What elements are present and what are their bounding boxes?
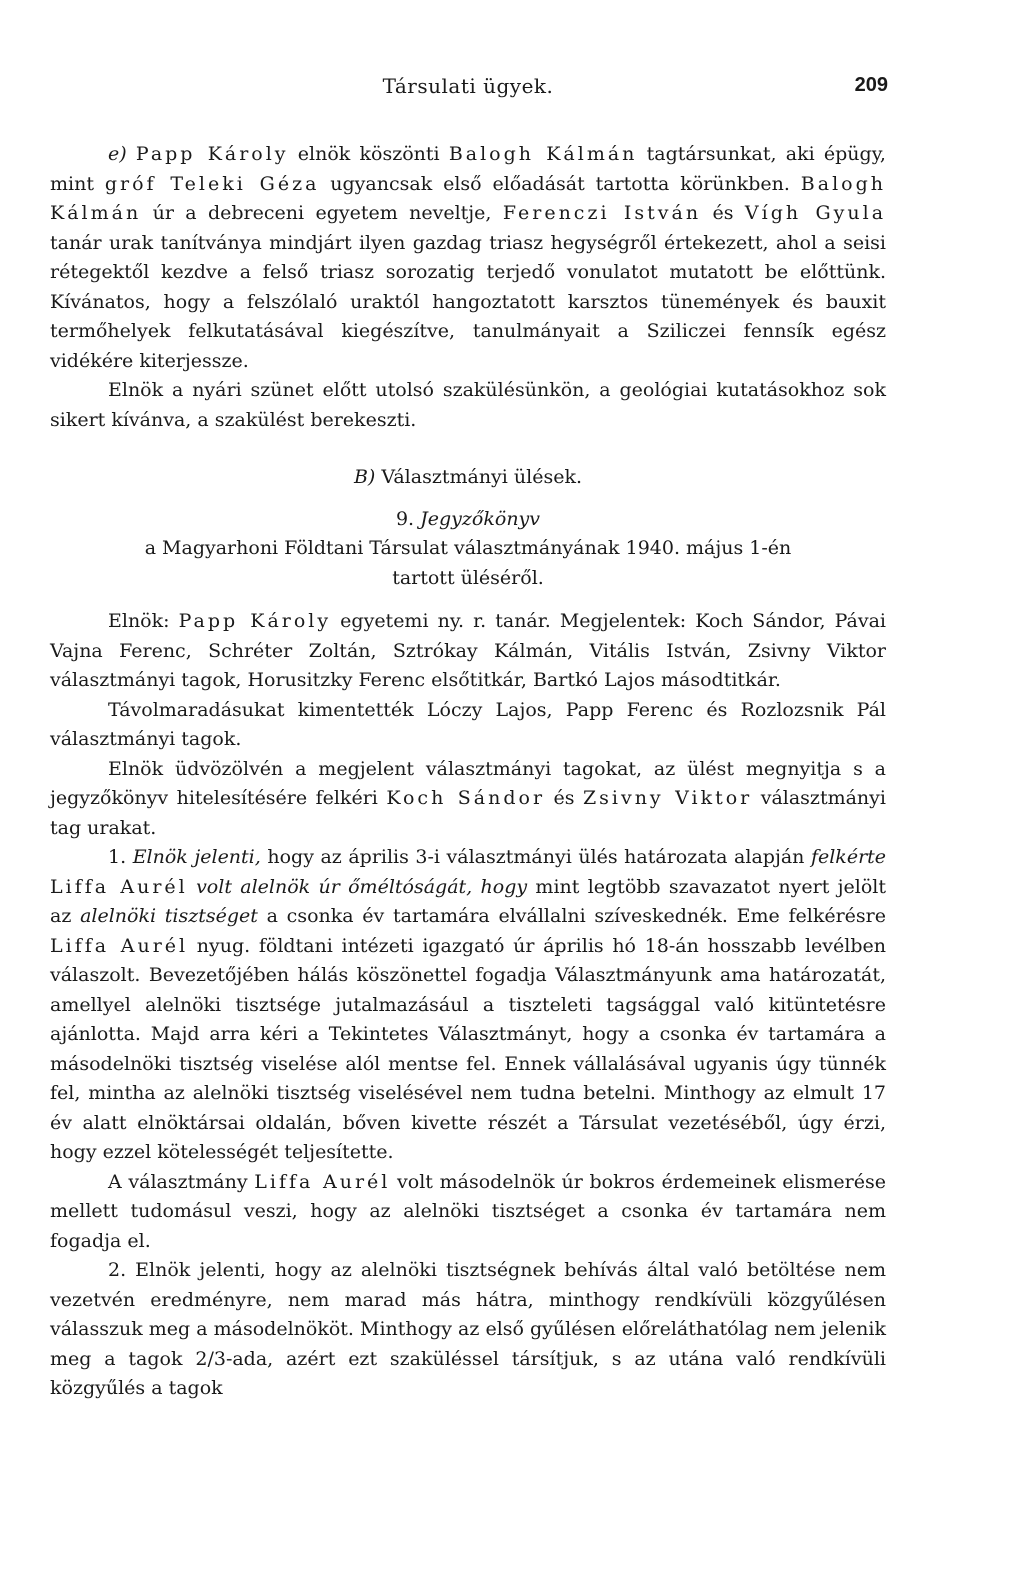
person-name: Balogh Kálmán	[50, 172, 886, 224]
minutes-title: Jegyzőkönyv	[420, 507, 541, 530]
running-title: Társulati ügyek.	[382, 74, 554, 98]
minutes-heading	[50, 505, 886, 535]
person-name: Koch Sándor	[386, 787, 546, 809]
section-label: B)	[353, 466, 376, 488]
person-name: Liffa Aurél	[254, 1170, 391, 1193]
person-name: gróf Teleki Géza	[104, 172, 320, 195]
person-name: Balogh Kálmán	[448, 143, 638, 165]
section-title: Választmányi ülések.	[381, 466, 583, 488]
item-label: e)	[108, 143, 127, 165]
person-name: Zsivny Viktor	[582, 787, 753, 809]
minutes-number: 9.	[395, 507, 415, 530]
page-number: 209	[854, 74, 888, 96]
item-1-paragraph: 1. Elnök jelenti, hogy az április 3-i választmányi ülés határozata alapján felkérte Liffa Aurél volt alelnök úr őméltóságát, hogy mint legtöbb szavazatot nyert jelölt az alelnöki tisztséget a csonka év tartamára elvállalni szíveskednék. Eme felkérésre Liffa Aurél nyug. földtani intézeti igazgató úr április hó 18-án hosszabb levélben válaszolt. Bevezetőjében hálás köszönettel fogadja Választmányunk ama határozatát, amellyel alelnöki tisztsége jutalmazásául a tiszteleti tagsággal való kitüntetésre ajánlotta. Majd arra kéri a Tekintetes Választmányt, hogy a csonka év tartamára a másodelnöki tisztség viselése alól mentse fel. Ennek vállalásával ugyanis úgy tünnék fel, mintha az alelnöki tisztség viselésével nem tudna betelni. Minthogy az elmult 17 év alatt elnöktársai oldalán, bőven kivette részét a Társulat vezetéséből, úgy érzi, hogy ezzel kötelességét teljesítette.	[50, 846, 887, 1163]
closing-paragraph: Elnök a nyári szünet előtt utolsó szakülésünkön, a geológiai kutatásokhoz sok sikert kívánva, a szakülést berekeszti.	[50, 379, 886, 431]
person-name: Vígh Gyula	[744, 202, 887, 224]
item-2-paragraph: 2. Elnök jelenti, hogy az alelnöki tisztségnek behívás által való betöltése nem vezetvén eredményre, nem marad más hátra, minthogy rendkívüli közgyűlésen válasszuk meg a másodelnököt. Minthogy az első gyűlésen előreláthatólag nem jelenik meg a tagok 2/3-ada, azért ezt szaküléssel társítjuk, s az utána való rendkívüli közgyűlés a tagok	[50, 1259, 886, 1399]
acceptance-paragraph: A választmány Liffa Aurél volt másodelnök úr bokros érdemeinek elismerése mellett tudomásul veszi, hogy az alelnöki tisztséget a csonka év tartamára nem fogadja el.	[50, 1170, 886, 1252]
page-body	[50, 140, 886, 1404]
person-name: Papp Károly	[135, 143, 289, 165]
absent-paragraph: Távolmaradásukat kimentették Lóczy Lajos, Papp Ferenc és Rozlozsnik Pál választmányi tagok.	[50, 698, 886, 750]
page-header	[48, 74, 888, 110]
paragraph-e: e) Papp Károly elnök köszönti Balogh Kálmán tagtársunkat, aki épügy, mint gróf Teleki Géza ugyancsak első előadását tartotta körünkben. Balogh Kálmán úr a debreceni egyetem neveltje, Ferenczi István és Vígh Gyula tanár urak tanítványa mindjárt ilyen gazdag triasz hegységről értekezett, ahol a seisi rétegektől kezdve a felső triasz sorozatig terjedő vonulatot mutatott be előttünk. Kívánatos, hogy a felszólaló uraktól hangoztatott karsztos tünemények és bauxit termőhelyek felkutatásával kiegészítve, tanulmányait a Sziliczei fennsík egész vidékére kiterjessze.	[50, 143, 887, 372]
person-name: Papp Károly	[178, 610, 332, 632]
person-name: Liffa Aurél	[50, 934, 189, 957]
opening-paragraph: Elnök üdvözölvén a megjelent választmányi tagokat, az ülést megnyitja s a jegyzőkönyv hitelesítésére felkéri Koch Sándor és Zsivny Viktor választmányi tag urakat.	[50, 757, 886, 839]
attendance-paragraph: Elnök: Papp Károly egyetemi ny. r. tanár. Megjelentek: Koch Sándor, Pávai Vajna Ferenc, Schréter Zoltán, Sztrókay Kálmán, Vitális István, Zsivny Viktor választmányi tagok, Horusitzky Ferenc elsőtitkár, Bartkó Lajos másodtitkár.	[50, 610, 886, 691]
minutes-subtitle-2: tartott üléséről.	[392, 566, 544, 589]
minutes-subtitle-1: a Magyarhoni Földtani Társulat választmányának 1940. május 1-én	[144, 537, 792, 559]
section-heading	[50, 463, 886, 493]
fraction: 2/3	[195, 1347, 226, 1370]
person-name: Liffa Aurél	[50, 875, 188, 898]
person-name: Ferenczi István	[502, 202, 702, 224]
